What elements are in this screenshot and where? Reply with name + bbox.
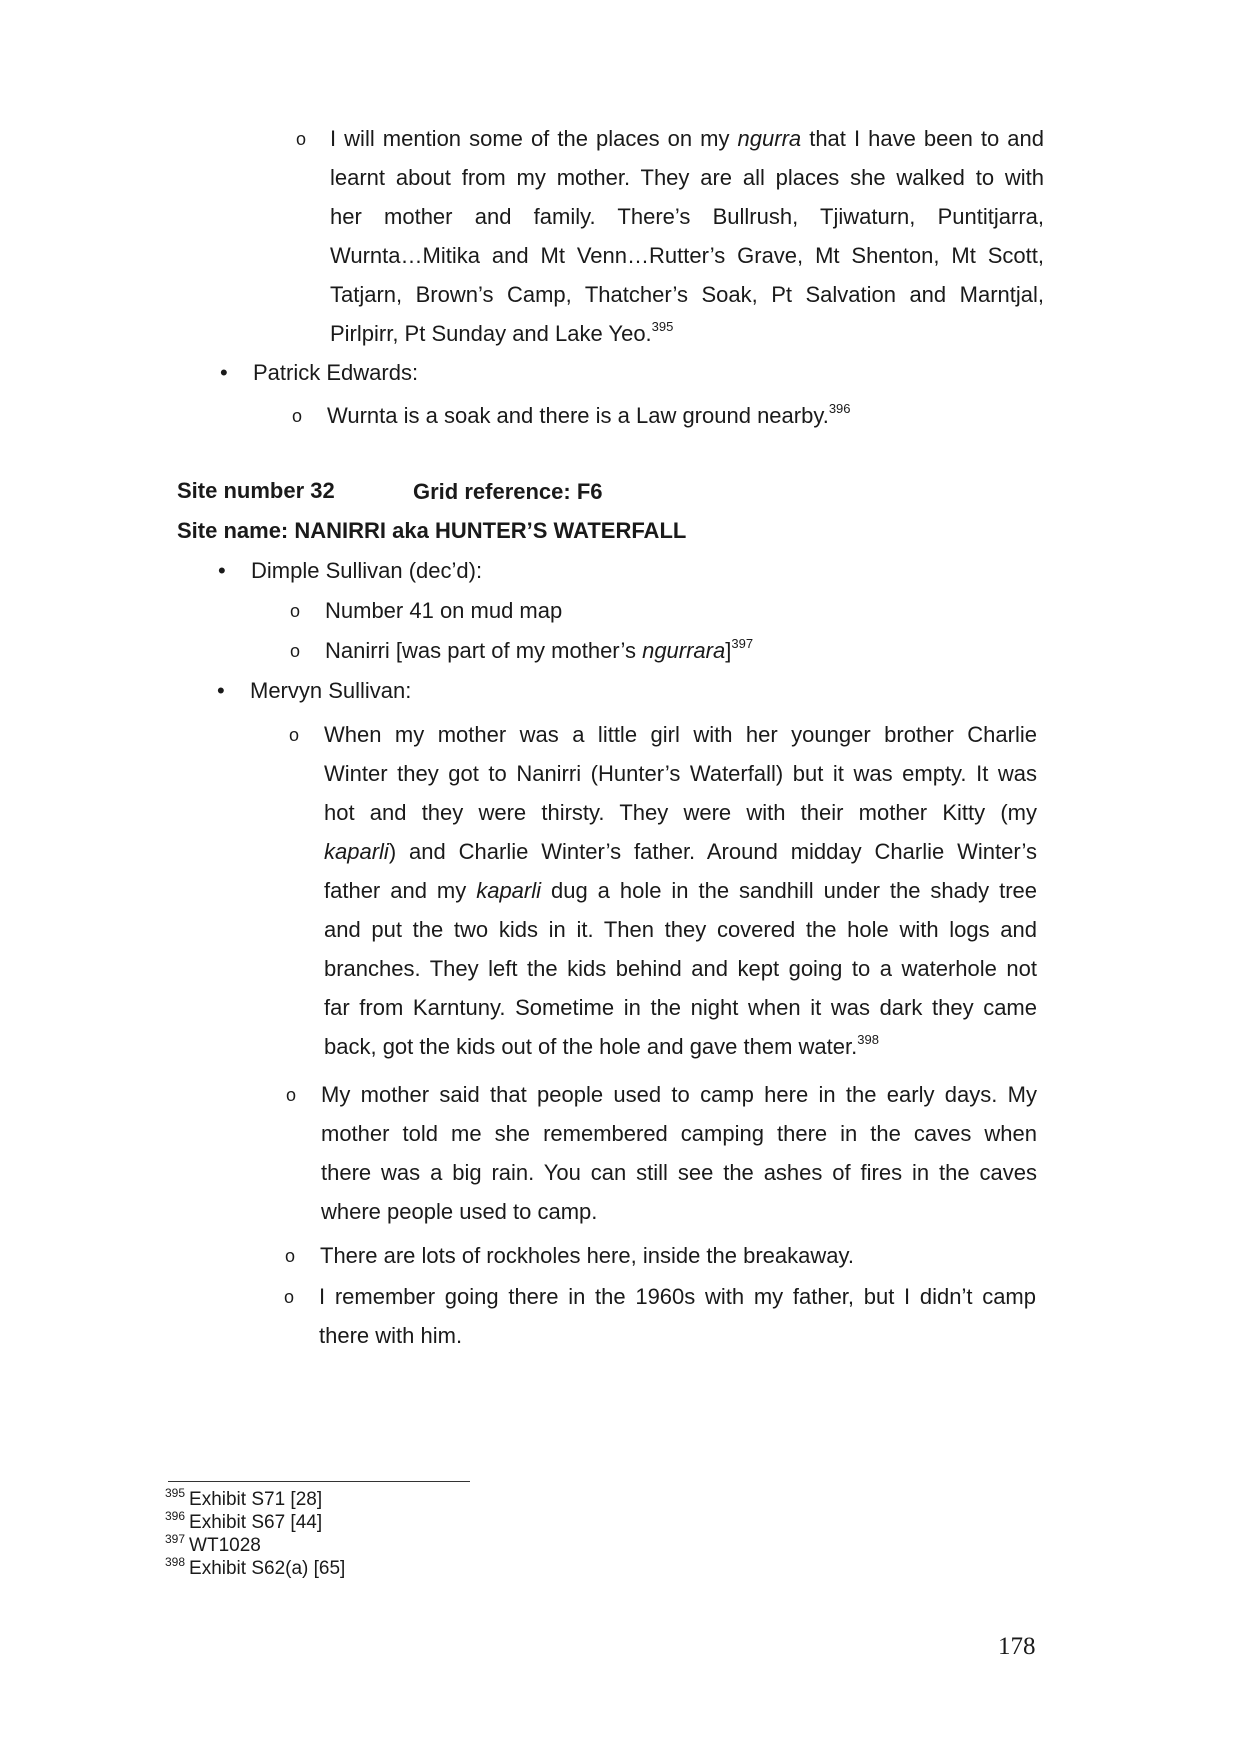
quote-line: Pirlpirr, Pt Sunday and Lake Yeo.$^{395}$	[330, 319, 674, 346]
sub-bullet: o	[284, 1287, 295, 1307]
quote-line: branches. They left the kids behind and kept going to a waterhole not	[324, 956, 1037, 981]
footnote: $^{396}$ Exhibit S67 [44]	[165, 1509, 323, 1533]
bullet: •	[218, 558, 226, 583]
sub-bullet: o	[292, 406, 303, 426]
page-number: 178	[998, 1633, 1036, 1660]
quote-line: Nanirri [was part of my mother’s ngurrara]$^{397}$	[325, 636, 754, 663]
quote-line: I remember going there in the 1960s with my father, but I didn’t camp	[319, 1284, 1036, 1309]
quote-line: Number 41 on mud map	[325, 598, 563, 623]
footnote: $^{395}$ Exhibit S71 [28]	[165, 1486, 323, 1510]
quote-line: where people used to camp.	[321, 1199, 598, 1224]
footnote-ref: 396	[828, 401, 851, 416]
grid-reference: Grid reference: F6	[413, 479, 603, 504]
footnote: $^{398}$ Exhibit S62(a) [65]	[165, 1555, 346, 1579]
speaker-name: Patrick Edwards:	[253, 360, 419, 385]
footnote-separator	[168, 1481, 470, 1482]
quote-line: Tatjarn, Brown’s Camp, Thatcher’s Soak, Pt Salvation and Marntjal,	[330, 282, 1044, 307]
speaker-name: Mervyn Sullivan:	[250, 678, 412, 703]
site-name: Site name: NANIRRI aka HUNTER’S WATERFALL	[177, 518, 687, 543]
quote-line: kaparli) and Charlie Winter’s father. Around midday Charlie Winter’s	[324, 839, 1037, 864]
quote-line: there with him.	[319, 1323, 463, 1348]
sub-bullet: o	[289, 725, 300, 745]
quote-line: and put the two kids in it. Then they covered the hole with logs and	[324, 917, 1037, 942]
quote-line: Wurnta is a soak and there is a Law ground nearby.$^{396}$	[327, 401, 851, 428]
sub-bullet: o	[286, 1085, 297, 1105]
speaker-name: Dimple Sullivan (dec’d):	[251, 558, 483, 583]
sub-bullet: o	[290, 641, 301, 661]
quote-line: There are lots of rockholes here, inside the breakaway.	[320, 1243, 854, 1268]
quote-line: back, got the kids out of the hole and gave them water.$^{398}$	[324, 1032, 879, 1059]
quote-line: Winter they got to Nanirri (Hunter’s Waterfall) but it was empty. It was	[324, 761, 1037, 786]
footnote: $^{397}$ WT1028	[165, 1532, 261, 1556]
quote-line: hot and they were thirsty. They were with their mother Kitty (my	[324, 800, 1037, 825]
footnote-ref: 395	[651, 319, 674, 334]
footnote-ref: 397	[731, 636, 754, 651]
quote-line: her mother and family. There’s Bullrush, Tjiwaturn, Puntitjarra,	[330, 204, 1044, 229]
sub-bullet: o	[296, 129, 307, 149]
quote-line: My mother said that people used to camp here in the early days. My	[321, 1082, 1037, 1107]
quote-line: far from Karntuny. Sometime in the night when it was dark they came	[324, 995, 1037, 1020]
bullet: •	[217, 678, 225, 703]
footnote-ref: 398	[857, 1032, 879, 1047]
quote-line: there was a big rain. You can still see the ashes of fires in the caves	[321, 1160, 1037, 1185]
sub-bullet: o	[285, 1246, 296, 1266]
quote-line: Wurnta…Mitika and Mt Venn…Rutter’s Grave, Mt Shenton, Mt Scott,	[330, 243, 1044, 268]
quote-line: father and my kaparli dug a hole in the sandhill under the shady tree	[324, 878, 1037, 903]
quote-line: mother told me she remembered camping there in the caves when	[321, 1121, 1037, 1146]
quote-line: When my mother was a little girl with her younger brother Charlie	[324, 722, 1037, 747]
quote-line: learnt about from my mother. They are all places she walked to with	[330, 165, 1044, 190]
bullet: •	[220, 360, 228, 385]
sub-bullet: o	[290, 601, 301, 621]
quote-line: I will mention some of the places on my ngurra that I have been to and	[330, 126, 1044, 151]
site-number: Site number 32	[177, 478, 335, 503]
